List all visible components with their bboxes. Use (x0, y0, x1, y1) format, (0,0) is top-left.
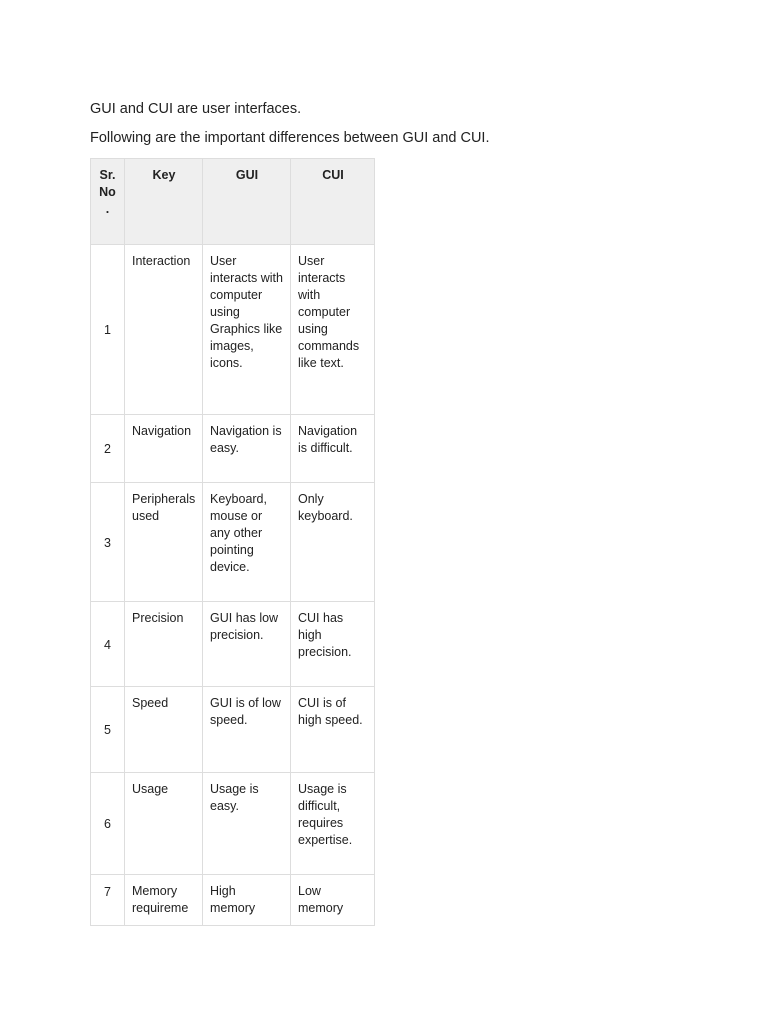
cell-sr: 4 (91, 602, 125, 687)
cell-cui: CUI has high precision. (291, 602, 375, 687)
header-cui: CUI (291, 159, 375, 245)
cell-key: Precision (125, 602, 203, 687)
header-key: Key (125, 159, 203, 245)
table-row (91, 415, 375, 483)
cell-cui: Low memory (291, 875, 375, 926)
table-header-row (91, 159, 375, 245)
cell-sr: 6 (91, 773, 125, 875)
cell-sr: 3 (91, 483, 125, 602)
differences-table (90, 158, 375, 926)
cell-gui: GUI is of low speed. (203, 687, 291, 773)
intro-lead-in: Following are the important differences between GUI and CUI. (90, 130, 490, 146)
cell-sr: 5 (91, 687, 125, 773)
intro-sentence: GUI and CUI are user interfaces. (90, 101, 302, 117)
cell-cui: Navigation is difficult. (291, 415, 375, 483)
cell-key: Usage (125, 773, 203, 875)
table-row (91, 773, 375, 875)
table-row (91, 245, 375, 415)
cell-gui: Navigation is easy. (203, 415, 291, 483)
table-row (91, 483, 375, 602)
table-row (91, 602, 375, 687)
cell-gui: High memory (203, 875, 291, 926)
cell-gui: GUI has low precision. (203, 602, 291, 687)
cell-cui: CUI is of high speed. (291, 687, 375, 773)
cell-key: Navigation (125, 415, 203, 483)
header-sr-no: Sr. No . (91, 159, 125, 245)
cell-gui: Usage is easy. (203, 773, 291, 875)
table-row (91, 687, 375, 773)
cell-key: Peripherals used (125, 483, 203, 602)
cell-key: Memory requireme (125, 875, 203, 926)
header-gui: GUI (203, 159, 291, 245)
cell-cui: User interacts with computer using commands like text. (291, 245, 375, 415)
cell-sr: 7 (91, 875, 125, 926)
cell-gui: User interacts with computer using Graphics like images, icons. (203, 245, 291, 415)
table-row (91, 875, 375, 926)
cell-sr: 1 (91, 245, 125, 415)
cell-key: Interaction (125, 245, 203, 415)
cell-cui: Only keyboard. (291, 483, 375, 602)
cell-cui: Usage is difficult, requires expertise. (291, 773, 375, 875)
cell-sr: 2 (91, 415, 125, 483)
cell-gui: Keyboard, mouse or any other pointing device. (203, 483, 291, 602)
cell-key: Speed (125, 687, 203, 773)
